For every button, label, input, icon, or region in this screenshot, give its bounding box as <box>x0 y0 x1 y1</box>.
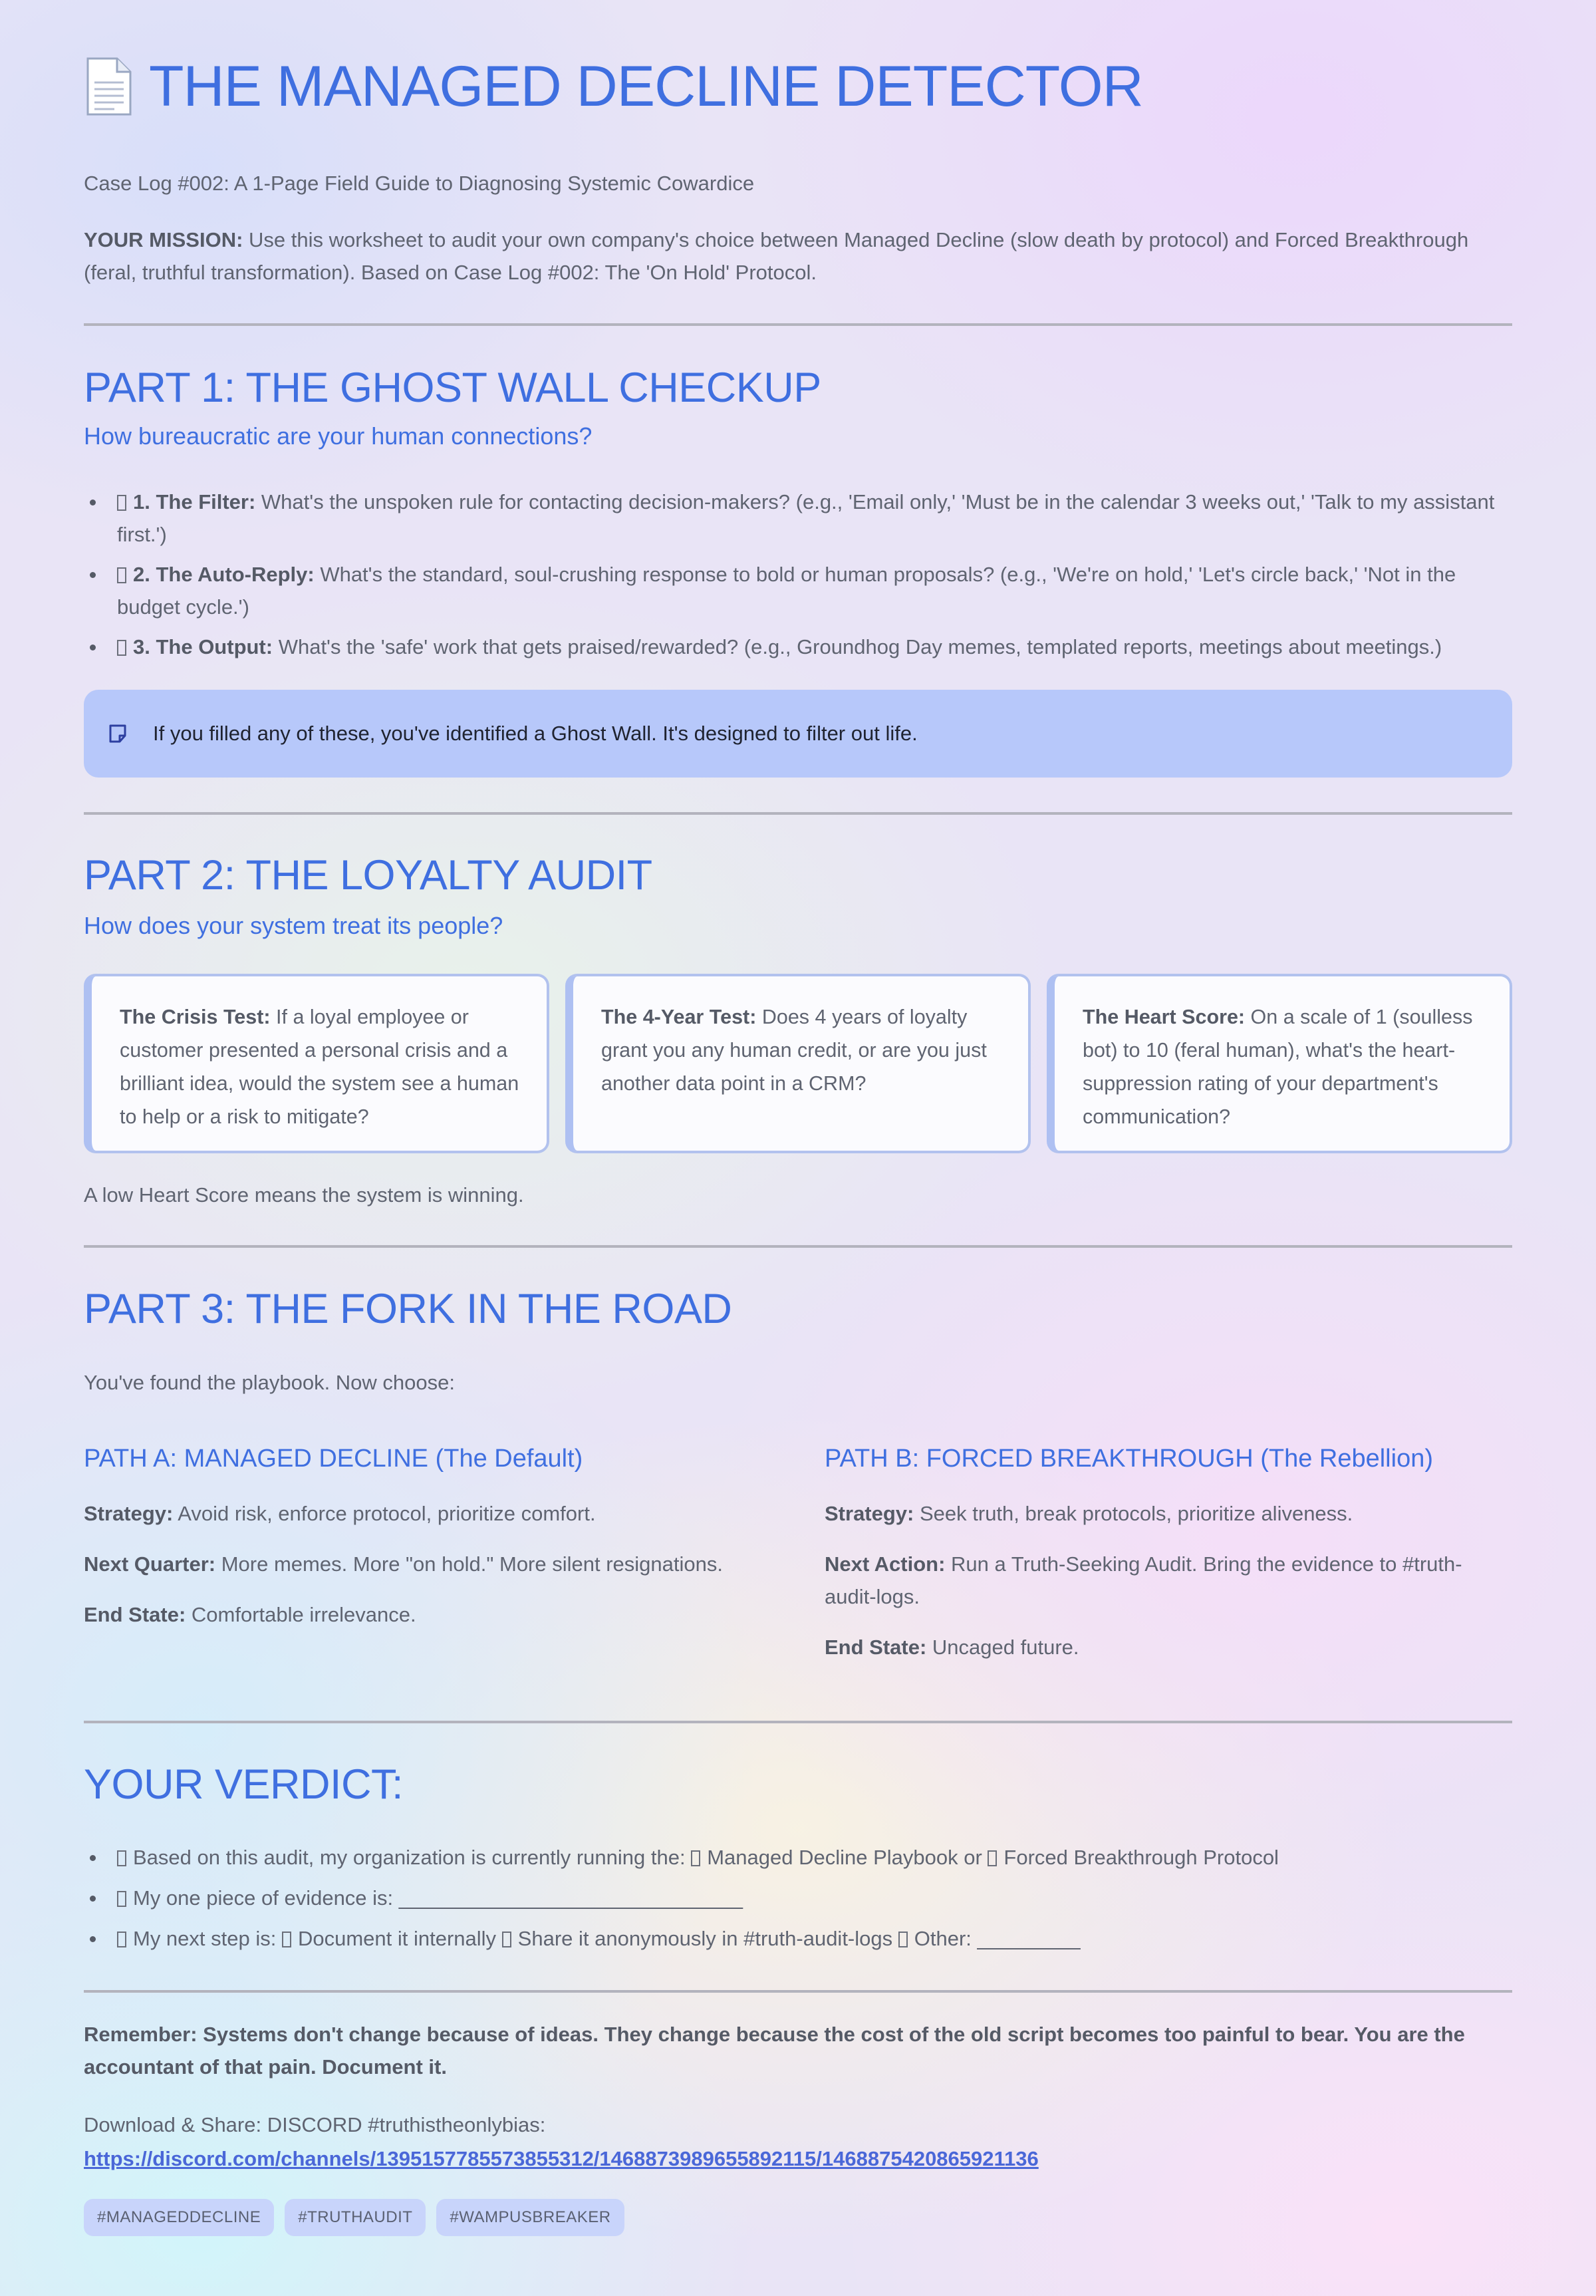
list-item: Based on this audit, my organization is currently running the: Managed Decline Playbook or Forced Breakthrough Protocol <box>84 1841 1512 1874</box>
ghost-wall-callout <box>84 690 1512 778</box>
list-item: 3. The Output: What's the 'safe' work that gets praised/rewarded? (e.g., Groundhog Day memes, templated reports, meetings about meetings.) <box>84 631 1512 663</box>
page-document-icon <box>84 56 134 117</box>
title-row <box>84 56 1143 117</box>
tag-wampus-breaker[interactable]: #WAMPUSBREAKER <box>436 2199 624 2236</box>
path-b-column <box>825 1497 1512 1681</box>
part2-heading: PART 2: THE LOYALTY AUDIT <box>84 852 652 899</box>
path-a-strategy: Strategy: Avoid risk, enforce protocol, prioritize comfort. <box>84 1502 596 1525</box>
part2-subheading: How does your system treat its people? <box>84 912 503 939</box>
checkbox-icon[interactable] <box>117 1932 126 1947</box>
path-a-next-quarter: Next Quarter: More memes. More "on hold." More silent resignations. <box>84 1552 723 1576</box>
mission-paragraph <box>84 223 1512 289</box>
note-icon <box>108 724 128 744</box>
page-subtitle: Case Log #002: A 1-Page Field Guide to Diagnosing Systemic Cowardice <box>84 172 755 195</box>
remember-note: Remember: Systems don't change because of ideas. They change because the cost of the old script becomes too painful to bear. You are the accountant of that pain. Document it. <box>84 2023 1465 2079</box>
discord-link[interactable]: https://discord.com/channels/1395157785573855312/1468873989655892115/1468875420865921136 <box>84 2147 1039 2170</box>
part3-heading: PART 3: THE FORK IN THE ROAD <box>84 1286 732 1332</box>
path-a-heading: PATH A: MANAGED DECLINE (The Default) <box>84 1445 583 1473</box>
checkbox-icon[interactable] <box>898 1932 908 1947</box>
checkbox-icon[interactable] <box>988 1850 997 1866</box>
part3-intro: You've found the playbook. Now choose: <box>84 1371 455 1394</box>
list-item: My one piece of evidence is: ______________________________ <box>84 1882 1512 1914</box>
part1-subheading: How bureaucratic are your human connections? <box>84 422 593 450</box>
tag-managed-decline[interactable]: #MANAGEDDECLINE <box>84 2199 274 2236</box>
heart-score-card: The Heart Score: On a scale of 1 (soulless bot) to 10 (feral human), what's the heart-suppression rating of your department's communication? <box>1047 974 1512 1153</box>
divider <box>84 1721 1512 1723</box>
mission-text: Use this worksheet to audit your own company's choice between Managed Decline (slow death by protocol) and Forced Breakthrough (feral, truthful transformation). Based on Case Log #002: The 'On Hold' Protocol. <box>84 228 1469 284</box>
callout-text: If you filled any of these, you've identified a Ghost Wall. It's designed to filter out life. <box>153 722 918 745</box>
tag-truth-audit[interactable]: #TRUTHAUDIT <box>285 2199 426 2236</box>
divider <box>84 1990 1512 1993</box>
crisis-test-card: The Crisis Test: If a loyal employee or customer presented a personal crisis and a brilliant idea, would the system see a human to help or a risk to mitigate? <box>84 974 549 1153</box>
four-year-test-card: The 4-Year Test: Does 4 years of loyalty grant you any human credit, or are you just another data point in a CRM? <box>565 974 1031 1153</box>
path-b-next-action: Next Action: Run a Truth-Seeking Audit. Bring the evidence to #truth-audit-logs. <box>825 1552 1462 1608</box>
divider <box>84 323 1512 326</box>
checkbox-icon[interactable] <box>117 640 126 656</box>
list-item: 2. The Auto-Reply: What's the standard, soul-crushing response to bold or human proposals? (e.g., 'We're on hold,' 'Let's circle back,' 'Not in the budget cycle.') <box>84 558 1512 623</box>
checkbox-icon[interactable] <box>502 1932 511 1947</box>
path-b-heading: PATH B: FORCED BREAKTHROUGH (The Rebellion) <box>825 1445 1433 1473</box>
tag-list <box>84 2199 635 2236</box>
checkbox-icon[interactable] <box>117 495 126 511</box>
ghost-wall-checklist <box>84 486 1512 670</box>
checkbox-icon[interactable] <box>691 1850 700 1866</box>
checkbox-icon[interactable] <box>117 1891 126 1907</box>
page-title: THE MANAGED DECLINE DETECTOR <box>149 55 1143 118</box>
path-b-strategy: Strategy: Seek truth, break protocols, prioritize aliveness. <box>825 1502 1353 1525</box>
mission-label: YOUR MISSION: <box>84 228 243 251</box>
path-b-end-state: End State: Uncaged future. <box>825 1636 1079 1659</box>
verdict-checklist <box>84 1841 1512 1962</box>
download-share-label: Download & Share: DISCORD #truthistheonlybias: <box>84 2113 546 2136</box>
list-item: My next step is: Document it internally Share it anonymously in #truth-audit-logs Other: _________ <box>84 1922 1512 1955</box>
list-item: 1. The Filter: What's the unspoken rule for contacting decision-makers? (e.g., 'Email only,' 'Must be in the calendar 3 weeks out,' 'Talk to my assistant first.') <box>84 486 1512 551</box>
heart-score-note: A low Heart Score means the system is winning. <box>84 1183 524 1207</box>
path-a-column <box>84 1497 769 1649</box>
path-a-end-state: End State: Comfortable irrelevance. <box>84 1603 416 1626</box>
checkbox-icon[interactable] <box>117 1850 126 1866</box>
part1-heading: PART 1: THE GHOST WALL CHECKUP <box>84 364 821 411</box>
verdict-heading: YOUR VERDICT: <box>84 1761 404 1808</box>
divider <box>84 812 1512 815</box>
divider <box>84 1245 1512 1248</box>
checkbox-icon[interactable] <box>117 567 126 583</box>
checkbox-icon[interactable] <box>282 1932 291 1947</box>
